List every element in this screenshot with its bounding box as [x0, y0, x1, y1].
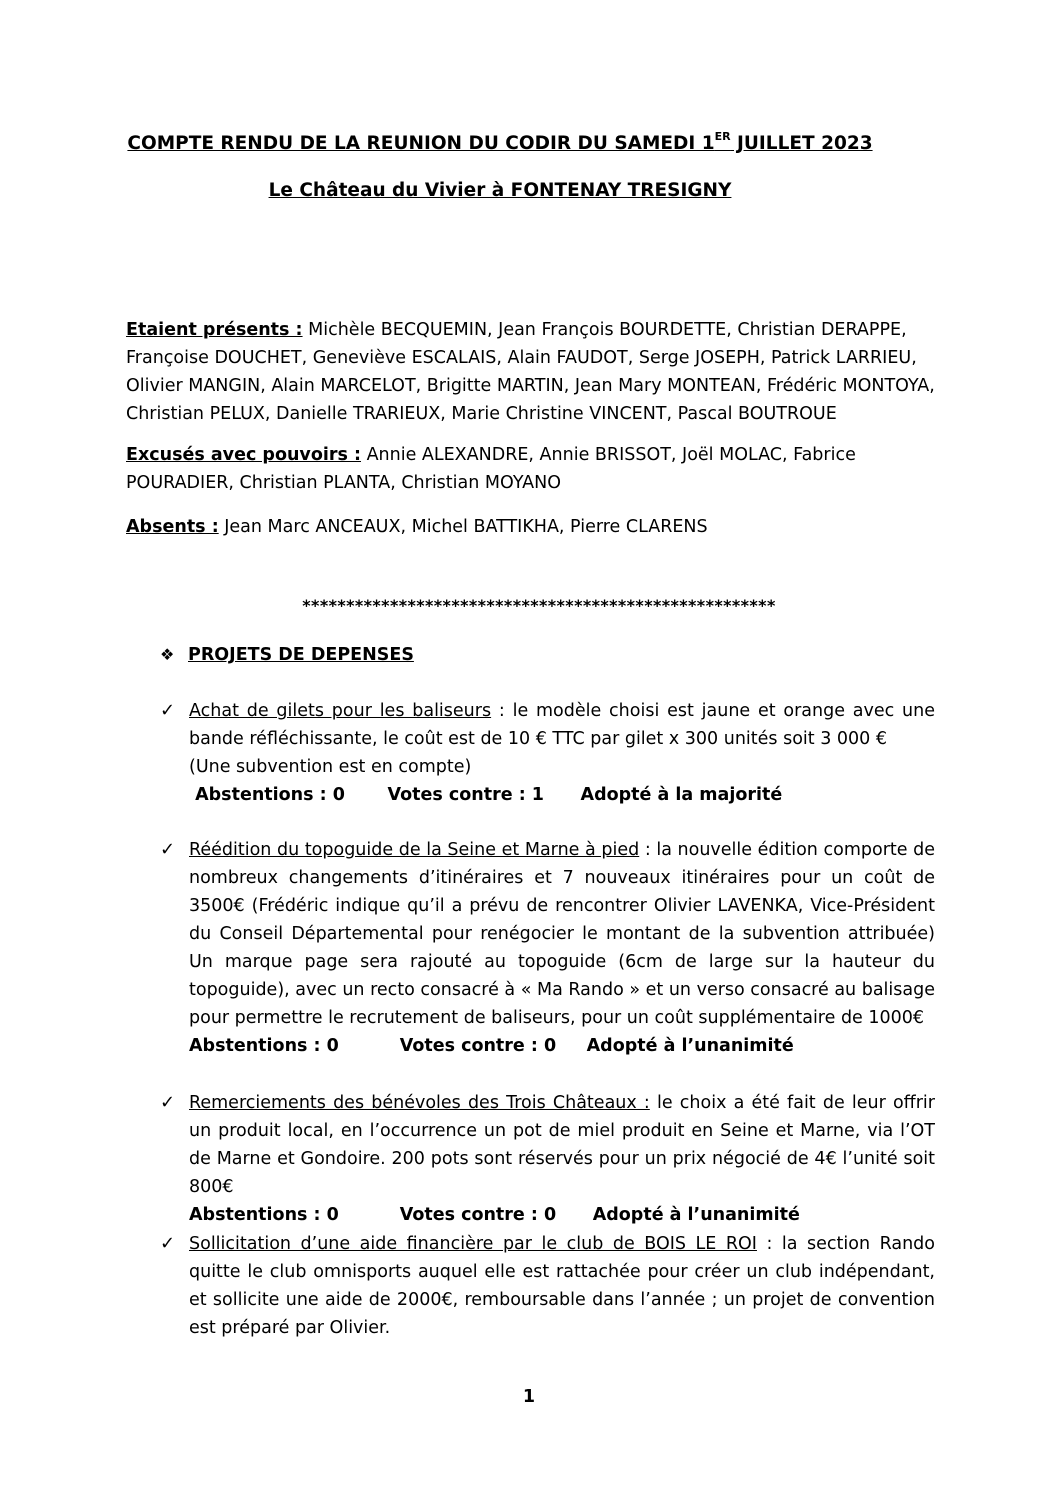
- expense-item-topoguide: [160, 836, 935, 1060]
- title-superscript: ER: [714, 129, 731, 143]
- item-note: Un marque page sera rajouté au topoguide (6cm de large sur la hauteur du topoguide), avec un recto consacré à « Ma Rando » et un verso consacré au balisage pour permettre le recrutement de baliseurs, pour un coût supplémentaire de 1000€: [189, 952, 935, 1028]
- vote-result: Abstentions : 0 Votes contre : 0 Adopté à l’unanimité: [189, 1205, 800, 1225]
- item-title: Remerciements des bénévoles des Trois Châteaux :: [189, 1093, 650, 1113]
- checkmark-icon: ✓: [160, 1092, 176, 1113]
- title-text-end: JUILLET 2023: [730, 133, 873, 154]
- vote-result: Abstentions : 0 Votes contre : 1 Adopté à la majorité: [189, 785, 783, 805]
- item-text: : le modèle choisi est jaune et orange avec une bande réfléchissante, le coût est de 10 € TTC par gilet x 300 unités soit 3 000 €: [189, 701, 936, 749]
- expense-item-gilets: [160, 697, 935, 809]
- item-title: Sollicitation d’une aide financière par le club de BOIS LE ROI: [189, 1234, 757, 1254]
- expense-item-bois-le-roi: [160, 1230, 935, 1342]
- checkmark-icon: ✓: [160, 1233, 176, 1254]
- excused-names: Annie ALEXANDRE, Annie BRISSOT, Joël MOLAC, Fabrice POURADIER, Christian PLANTA, Christian MOYANO: [126, 445, 856, 493]
- item-title: Réédition du topoguide de la Seine et Marne à pied: [189, 840, 640, 860]
- page-number: 1: [522, 1387, 536, 1407]
- document-subtitle: Le Château du Vivier à FONTENAY TRESIGNY: [268, 180, 732, 201]
- section-heading: [160, 641, 414, 669]
- item-text: : la nouvelle édition comporte de nombreux changements d’itinéraires et 7 nouveaux itinéraires pour un coût de 3500€ (Frédéric indique qu’il a prévu de rencontrer Olivier LAVENKA, Vice-Président du Conseil Départemental pour renégocier le montant de la subvention attribuée): [189, 840, 935, 944]
- expense-item-remerciements: [160, 1089, 935, 1229]
- checkmark-icon: ✓: [160, 839, 176, 860]
- excused-list: [126, 441, 946, 497]
- item-text: : la section Rando quitte le club omnisports auquel elle est rattachée pour créer un club indépendant, et sollicite une aide de 2000€, remboursable dans l’année ; un projet de convention est préparé par Olivier.: [189, 1234, 935, 1338]
- absent-names: Jean Marc ANCEAUX, Michel BATTIKHA, Pierre CLARENS: [218, 517, 708, 537]
- section-title: PROJETS DE DEPENSES: [188, 645, 414, 665]
- present-names: Michèle BECQUEMIN, Jean François BOURDETTE, Christian DERAPPE, Françoise DOUCHET, Geneviève ESCALAIS, Alain FAUDOT, Serge JOSEPH, Patrick LARRIEU, Olivier MANGIN, Alain MARCELOT, Brigitte MARTIN, Jean Mary MONTEAN, Frédéric MONTOYA, Christian PELUX, Danielle TRARIEUX, Marie Christine VINCENT, Pascal BOUTROUE: [126, 320, 935, 424]
- document-title: [0, 130, 1000, 158]
- vote-result: Abstentions : 0 Votes contre : 0 Adopté à l’unanimité: [189, 1036, 794, 1056]
- title-text: COMPTE RENDU DE LA REUNION DU CODIR DU SAMEDI 1: [127, 133, 715, 154]
- item-note: (Une subvention est en compte): [189, 757, 472, 777]
- present-list: [126, 316, 946, 428]
- checkmark-icon: ✓: [160, 700, 176, 721]
- absent-list: [126, 513, 946, 541]
- item-text: le choix a été fait de leur offrir un produit local, en l’occurrence un pot de miel produit en Seine et Marne, via l’OT de Marne et Gondoire. 200 pots sont réservés pour un prix négocié de 4€ l’unité soit 800€: [189, 1093, 935, 1197]
- present-label: Etaient présents :: [126, 320, 303, 340]
- absent-label: Absents :: [126, 517, 219, 537]
- excused-label: Excusés avec pouvoirs :: [126, 445, 361, 465]
- diamond-bullet-icon: ❖: [160, 645, 175, 664]
- item-title: Achat de gilets pour les baliseurs: [189, 701, 492, 721]
- separator-line: ******************************************************: [302, 596, 776, 615]
